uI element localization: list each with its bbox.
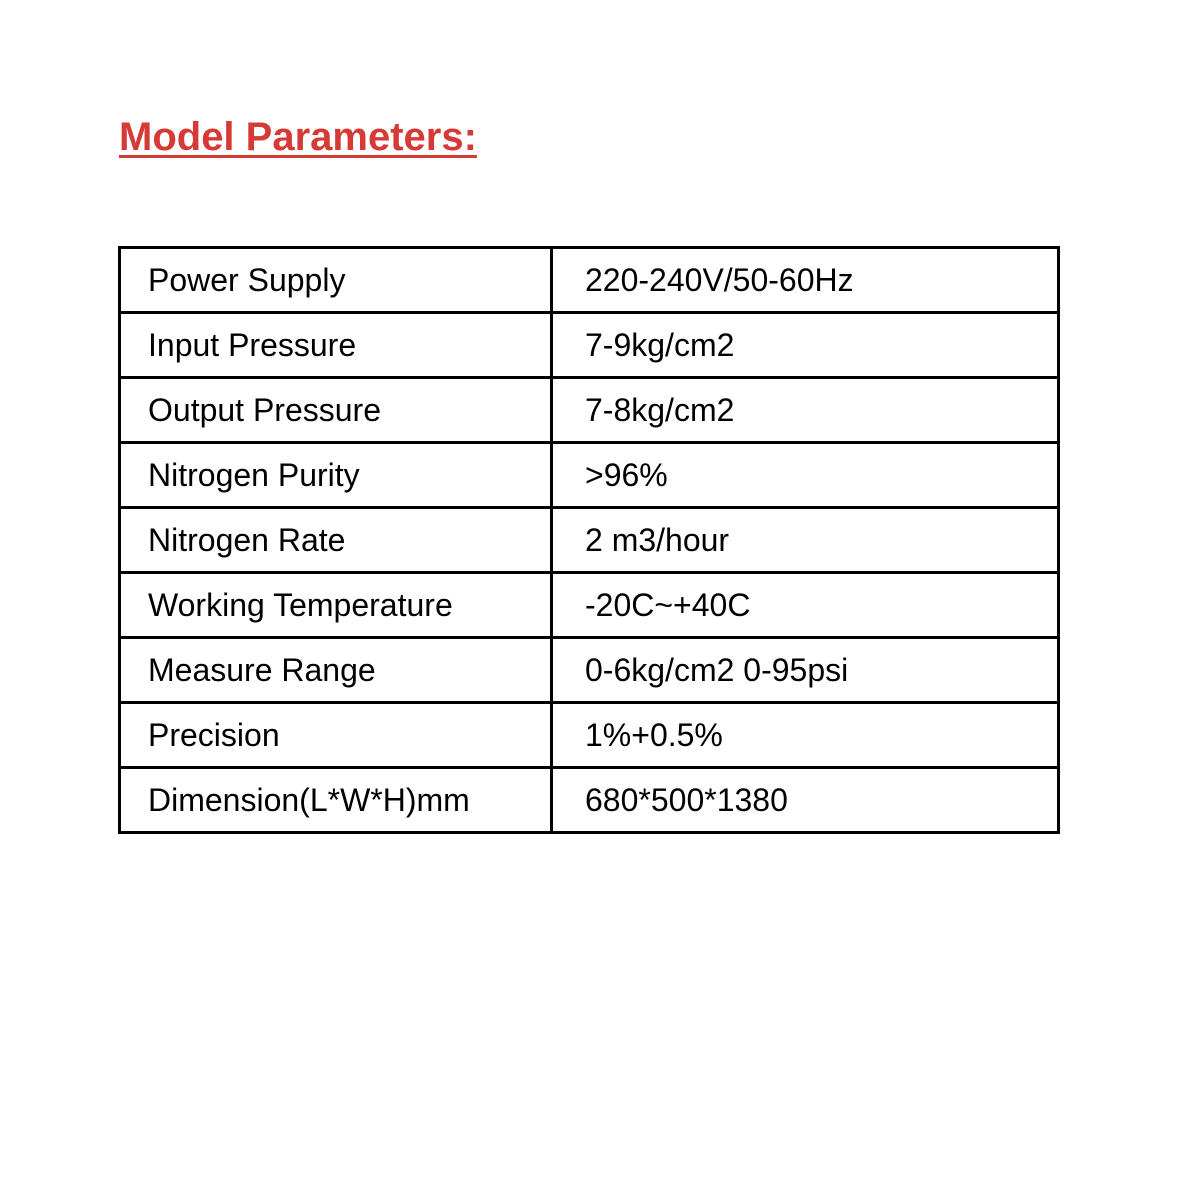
parameter-value: 0-6kg/cm2 0-95psi [552, 638, 1059, 703]
table-row [120, 638, 1059, 703]
parameter-label: Input Pressure [120, 313, 552, 378]
page-title: Model Parameters: [119, 115, 477, 159]
parameter-value: 7-9kg/cm2 [552, 313, 1059, 378]
parameter-label: Working Temperature [120, 573, 552, 638]
parameter-value: 680*500*1380 [552, 768, 1059, 833]
table-row [120, 508, 1059, 573]
parameter-label: Measure Range [120, 638, 552, 703]
parameter-label: Nitrogen Rate [120, 508, 552, 573]
parameter-label: Precision [120, 703, 552, 768]
parameter-value: -20C~+40C [552, 573, 1059, 638]
parameter-label: Power Supply [120, 248, 552, 313]
table-row [120, 313, 1059, 378]
parameter-value: 2 m3/hour [552, 508, 1059, 573]
parameter-value: 220-240V/50-60Hz [552, 248, 1059, 313]
table-row [120, 443, 1059, 508]
table-row [120, 573, 1059, 638]
parameter-label: Output Pressure [120, 378, 552, 443]
table-row [120, 703, 1059, 768]
parameter-value: >96% [552, 443, 1059, 508]
table-row [120, 768, 1059, 833]
parameter-value: 1%+0.5% [552, 703, 1059, 768]
parameter-value: 7-8kg/cm2 [552, 378, 1059, 443]
parameters-table-body [120, 248, 1059, 833]
table-row [120, 248, 1059, 313]
parameter-label: Dimension(L*W*H)mm [120, 768, 552, 833]
table-row [120, 378, 1059, 443]
parameter-label: Nitrogen Purity [120, 443, 552, 508]
parameters-table [118, 246, 1060, 834]
